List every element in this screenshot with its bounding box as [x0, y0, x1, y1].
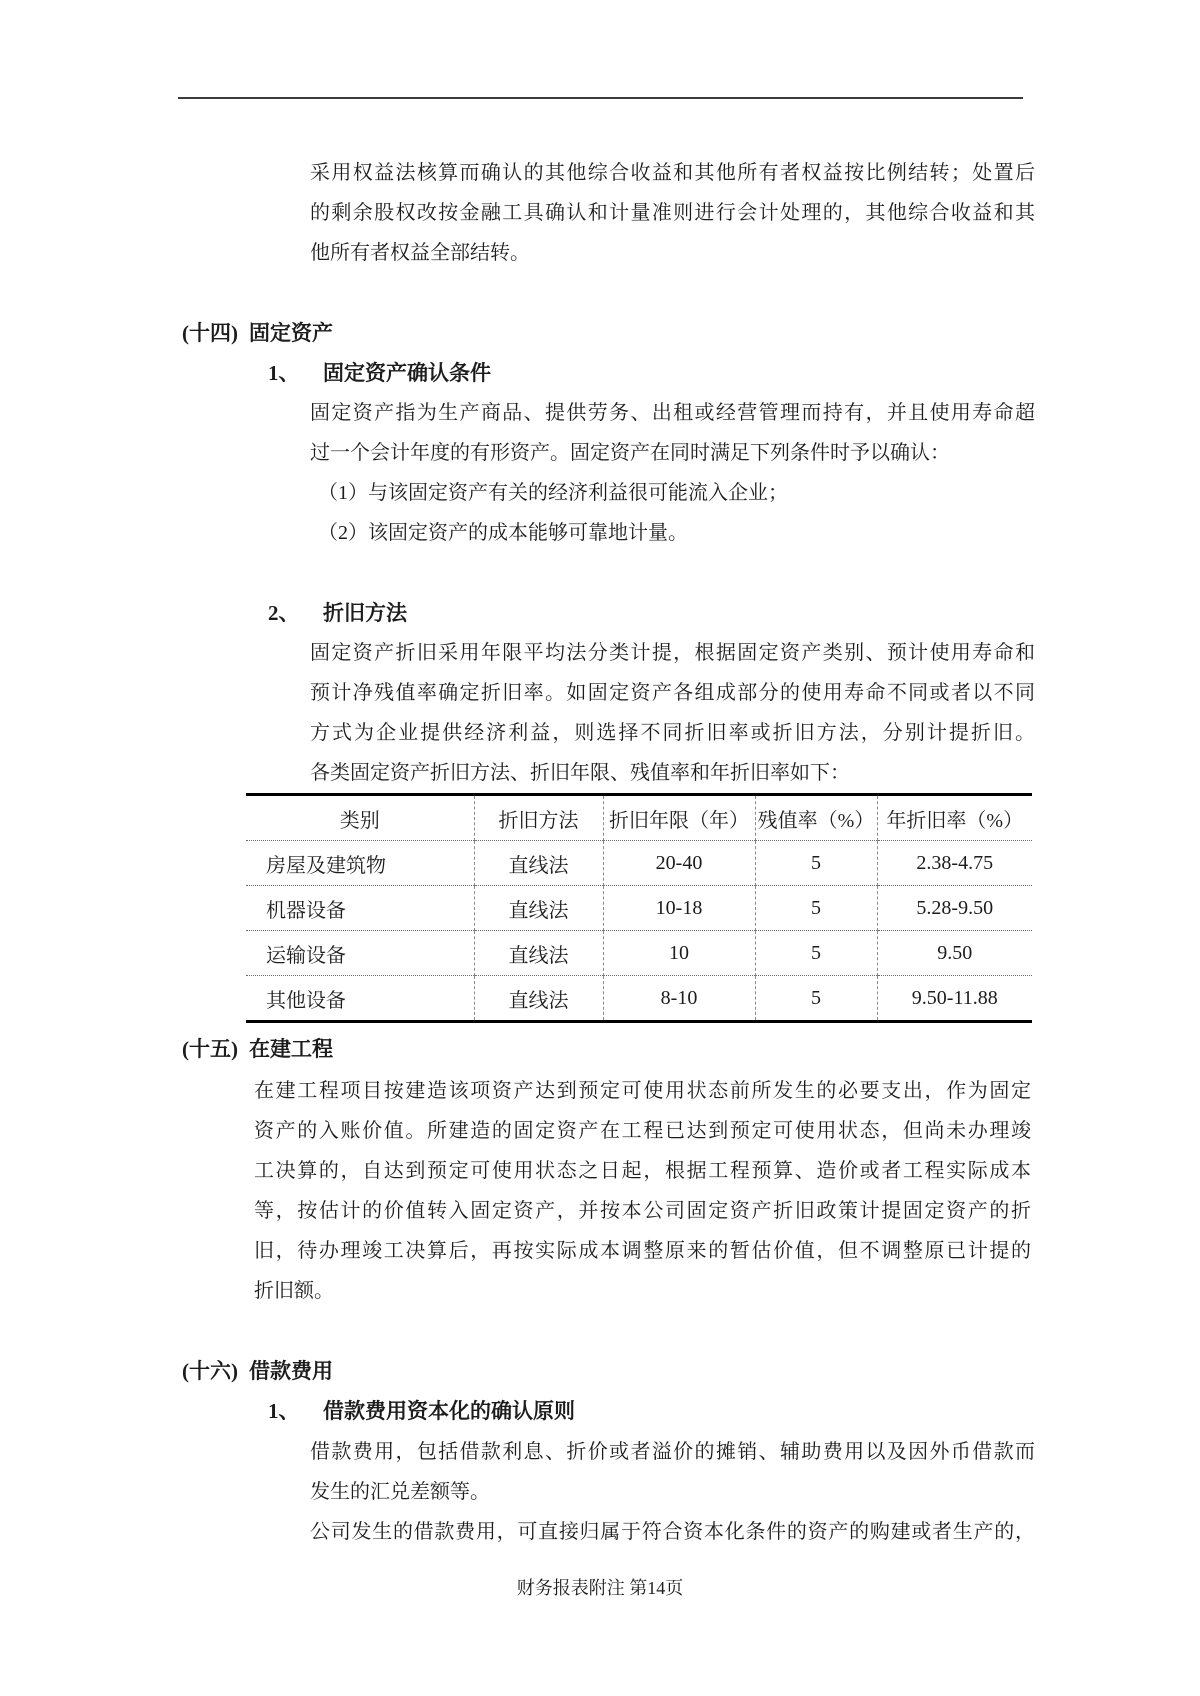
column-header: 类别 — [246, 795, 474, 841]
table-cell: 房屋及建筑物 — [246, 841, 474, 886]
paragraph-line: 过一个会计年度的有形资产。固定资产在同时满足下列条件时予以确认： — [310, 442, 950, 464]
table-cell: 5 — [755, 931, 877, 976]
section-number: (十五) — [182, 1037, 238, 1061]
column-header: 残值率（%） — [755, 795, 877, 841]
paragraph-line: 在建工程项目按建造该项资产达到预定可使用状态前所发生的必要支出，作为固定 — [254, 1080, 1031, 1102]
page-footer: 财务报表附注 第14页 — [516, 1578, 684, 1598]
table-row — [246, 886, 1032, 931]
table-header-row — [246, 795, 1032, 841]
item-number: 1、 — [268, 1399, 300, 1423]
table-cell: 其他设备 — [266, 989, 346, 1012]
condition-line: （2）该固定资产的成本能够可靠地计量。 — [318, 522, 688, 544]
intro-paragraph — [310, 153, 1035, 273]
table-cell: 直线法 — [474, 931, 603, 976]
table-cell: 直线法 — [474, 841, 603, 886]
table-cell: 10 — [603, 931, 755, 976]
header-rule — [178, 97, 1023, 99]
section-16-paragraph-2 — [310, 1512, 1035, 1552]
table-cell: 5 — [755, 841, 877, 886]
paragraph-line: 等，按估计的价值转入固定资产，并按本公司固定资产折旧政策计提固定资产的折 — [254, 1200, 1031, 1222]
paragraph-line: 他所有者权益全部结转。 — [310, 242, 530, 264]
table-cell: 5 — [755, 976, 877, 1022]
table-cell: 运输设备 — [246, 931, 474, 976]
item-title: 借款费用资本化的确认原则 — [323, 1399, 575, 1423]
paragraph-line: 资产的入账价值。所建造的固定资产在工程已达到预定可使用状态，但尚未办理竣 — [254, 1120, 1031, 1142]
table-cell: 9.50 — [877, 931, 1032, 976]
depreciation-table-wrapper — [246, 793, 1032, 1023]
table-cell: 机器设备 — [246, 886, 474, 931]
item-1-conditions — [318, 473, 1043, 553]
paragraph-line: 发生的汇兑差额等。 — [310, 1481, 490, 1503]
paragraph-line: 折旧额。 — [254, 1280, 334, 1302]
section-number: (十四) — [182, 321, 238, 345]
section-title: 固定资产 — [249, 321, 333, 345]
column-header: 年折旧率（%） — [877, 795, 1032, 841]
section-title: 借款费用 — [249, 1359, 333, 1383]
section-15-heading — [182, 1029, 333, 1069]
paragraph-line: 工决算的，自达到预定可使用状态之日起，根据工程预算、造价或者工程实际成本 — [254, 1160, 1031, 1182]
table-row — [246, 841, 1032, 886]
column-header: 折旧方法 — [474, 795, 603, 841]
table-cell: 20-40 — [603, 841, 755, 886]
item-title: 固定资产确认条件 — [323, 361, 491, 385]
paragraph-line: 采用权益法核算而确认的其他综合收益和其他所有者权益按比例结转；处置后 — [310, 162, 1035, 184]
item-2-paragraph — [310, 633, 1035, 793]
section-15-paragraph — [254, 1071, 1031, 1311]
item-number: 1、 — [268, 361, 300, 385]
item-1-paragraph — [310, 393, 1035, 473]
item-2-heading — [268, 593, 407, 633]
paragraph-line: 预计净残值率确定折旧率。如固定资产各组成部分的使用寿命不同或者以不同 — [310, 682, 1035, 704]
section-16-paragraph-1 — [310, 1432, 1035, 1512]
column-header: 折旧年限（年） — [603, 795, 755, 841]
table-row — [246, 976, 1032, 1022]
paragraph-line: 各类固定资产折旧方法、折旧年限、残值率和年折旧率如下： — [310, 762, 850, 784]
section-title: 在建工程 — [249, 1037, 333, 1061]
paragraph-line: 公司发生的借款费用，可直接归属于符合资本化条件的资产的购建或者生产的， — [310, 1521, 1035, 1543]
section-16-heading — [182, 1351, 333, 1391]
table-cell: 9.50-11.88 — [877, 976, 1032, 1022]
item-1-heading — [268, 353, 491, 393]
table-cell: 5.28-9.50 — [877, 886, 1032, 931]
section-number: (十六) — [182, 1359, 238, 1383]
condition-line: （1）与该固定资产有关的经济利益很可能流入企业； — [318, 482, 788, 504]
table-cell: 2.38-4.75 — [877, 841, 1032, 886]
depreciation-table — [246, 793, 1032, 1023]
paragraph-line: 方式为企业提供经济利益，则选择不同折旧率或折旧方法，分别计提折旧。 — [310, 722, 1035, 744]
paragraph-line: 旧，待办理竣工决算后，再按实际成本调整原来的暂估价值，但不调整原已计提的 — [254, 1240, 1031, 1262]
table-cell: 直线法 — [474, 886, 603, 931]
paragraph-line: 固定资产指为生产商品、提供劳务、出租或经营管理而持有，并且使用寿命超 — [310, 402, 1035, 424]
section-16-item-1-heading — [268, 1391, 575, 1431]
item-number: 2、 — [268, 601, 300, 625]
paragraph-line: 借款费用，包括借款利息、折价或者溢价的摊销、辅助费用以及因外币借款而 — [310, 1441, 1035, 1463]
item-title: 折旧方法 — [323, 601, 407, 625]
paragraph-line: 固定资产折旧采用年限平均法分类计提，根据固定资产类别、预计使用寿命和 — [310, 642, 1035, 664]
section-14-heading — [182, 313, 333, 353]
table-cell: 5 — [755, 886, 877, 931]
table-cell: 直线法 — [474, 976, 603, 1022]
table-cell: 10-18 — [603, 886, 755, 931]
table-row — [246, 931, 1032, 976]
table-cell: 8-10 — [603, 976, 755, 1022]
paragraph-line: 的剩余股权改按金融工具确认和计量准则进行会计处理的，其他综合收益和其 — [310, 202, 1035, 224]
